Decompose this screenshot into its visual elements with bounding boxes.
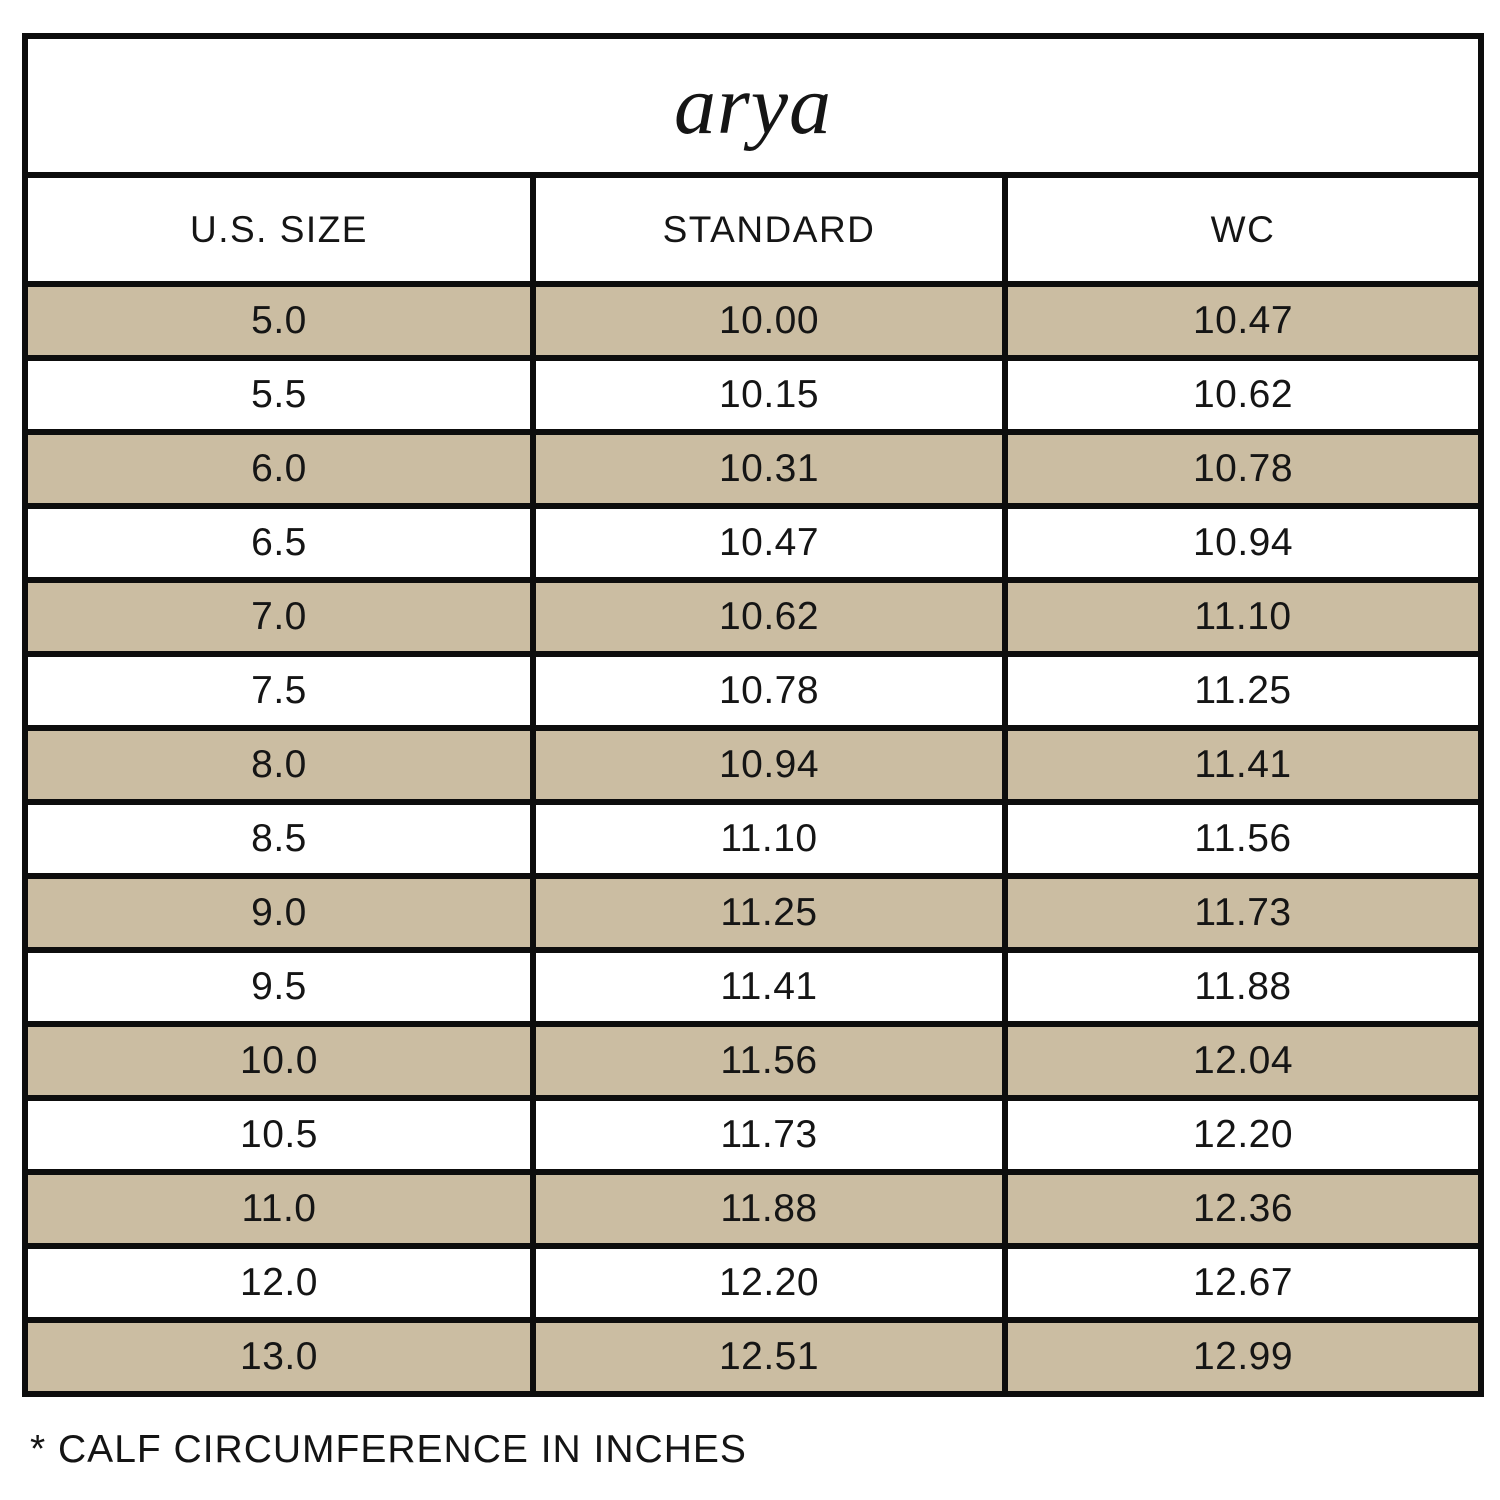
table-cell: 10.00 xyxy=(533,284,1005,358)
table-cell: 7.5 xyxy=(25,654,533,728)
table-cell: 10.31 xyxy=(533,432,1005,506)
table-row xyxy=(25,1246,1481,1320)
size-chart-table xyxy=(22,33,1484,1397)
header-row xyxy=(25,175,1481,284)
title-row xyxy=(25,36,1481,175)
table-cell: 5.5 xyxy=(25,358,533,432)
table-cell: 10.62 xyxy=(533,580,1005,654)
table-cell: 8.5 xyxy=(25,802,533,876)
table-row xyxy=(25,1320,1481,1394)
table-cell: 9.5 xyxy=(25,950,533,1024)
table-cell: 12.04 xyxy=(1005,1024,1481,1098)
table-row xyxy=(25,950,1481,1024)
calf-circumference-footnote: * CALF CIRCUMFERENCE IN INCHES xyxy=(30,1428,747,1471)
table-row xyxy=(25,876,1481,950)
table-cell: 6.0 xyxy=(25,432,533,506)
table-cell: 11.0 xyxy=(25,1172,533,1246)
table-cell: 11.88 xyxy=(533,1172,1005,1246)
table-cell: 5.0 xyxy=(25,284,533,358)
table-cell: 10.47 xyxy=(533,506,1005,580)
table-cell: 7.0 xyxy=(25,580,533,654)
table-cell: 12.67 xyxy=(1005,1246,1481,1320)
column-header-standard: STANDARD xyxy=(533,175,1005,284)
table-row xyxy=(25,580,1481,654)
size-table-body xyxy=(25,284,1481,1394)
table-row xyxy=(25,802,1481,876)
table-row xyxy=(25,654,1481,728)
table-cell: 12.20 xyxy=(1005,1098,1481,1172)
table-row xyxy=(25,432,1481,506)
table-cell: 12.36 xyxy=(1005,1172,1481,1246)
table-cell: 10.78 xyxy=(1005,432,1481,506)
table-cell: 11.56 xyxy=(533,1024,1005,1098)
table-row xyxy=(25,1098,1481,1172)
table-cell: 9.0 xyxy=(25,876,533,950)
table-row xyxy=(25,506,1481,580)
table-cell: 10.0 xyxy=(25,1024,533,1098)
table-head xyxy=(25,36,1481,284)
table-cell: 11.25 xyxy=(533,876,1005,950)
table-cell: 11.41 xyxy=(533,950,1005,1024)
table-cell: 10.5 xyxy=(25,1098,533,1172)
column-header-wc: WC xyxy=(1005,175,1481,284)
table-cell: 11.73 xyxy=(533,1098,1005,1172)
table-cell: 10.78 xyxy=(533,654,1005,728)
table-cell: 11.73 xyxy=(1005,876,1481,950)
table-cell: 10.62 xyxy=(1005,358,1481,432)
table-cell: 6.5 xyxy=(25,506,533,580)
table-row xyxy=(25,358,1481,432)
table-cell: 8.0 xyxy=(25,728,533,802)
chart-title: arya xyxy=(25,36,1481,175)
table-cell: 12.51 xyxy=(533,1320,1005,1394)
table-cell: 12.99 xyxy=(1005,1320,1481,1394)
table-cell: 11.41 xyxy=(1005,728,1481,802)
table-cell: 11.56 xyxy=(1005,802,1481,876)
table-cell: 11.25 xyxy=(1005,654,1481,728)
column-header-us-size: U.S. SIZE xyxy=(25,175,533,284)
table-cell: 11.88 xyxy=(1005,950,1481,1024)
table-cell: 10.94 xyxy=(533,728,1005,802)
table-row xyxy=(25,1024,1481,1098)
table-cell: 13.0 xyxy=(25,1320,533,1394)
table-cell: 10.15 xyxy=(533,358,1005,432)
table-cell: 11.10 xyxy=(1005,580,1481,654)
table-row xyxy=(25,1172,1481,1246)
table-cell: 11.10 xyxy=(533,802,1005,876)
table-cell: 10.47 xyxy=(1005,284,1481,358)
table-cell: 12.20 xyxy=(533,1246,1005,1320)
table-row xyxy=(25,284,1481,358)
table-row xyxy=(25,728,1481,802)
table-cell: 10.94 xyxy=(1005,506,1481,580)
table-cell: 12.0 xyxy=(25,1246,533,1320)
